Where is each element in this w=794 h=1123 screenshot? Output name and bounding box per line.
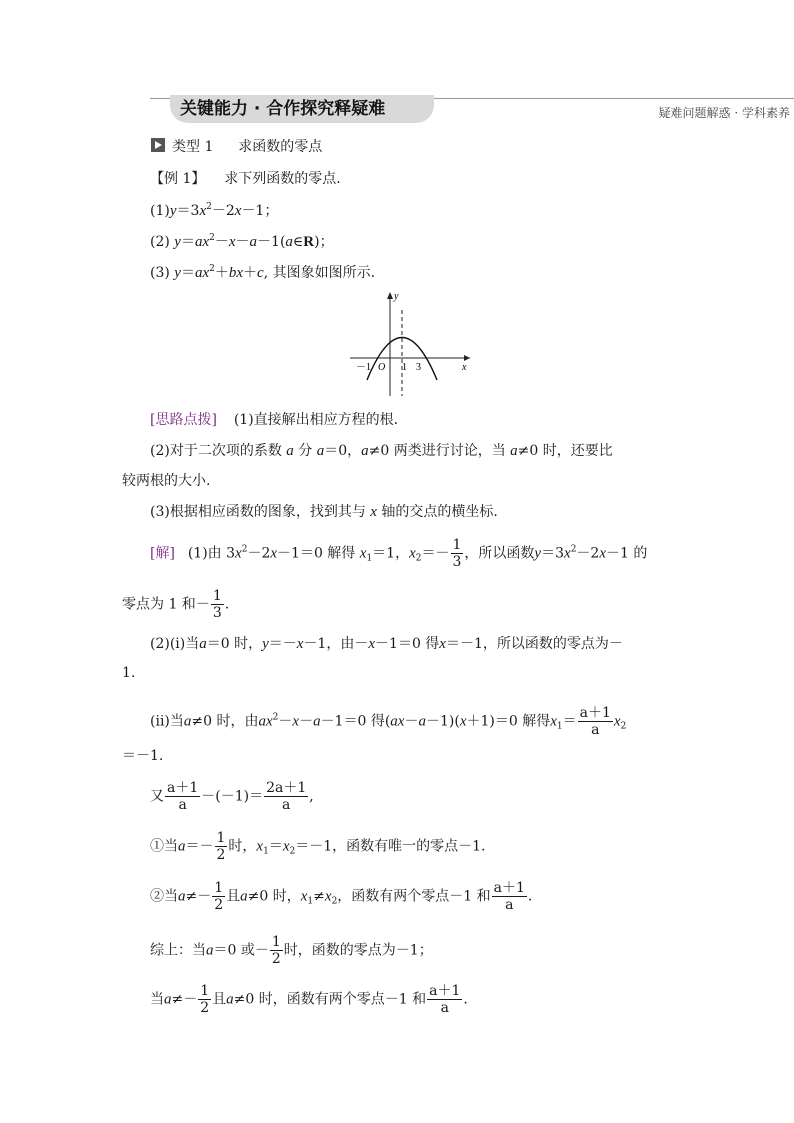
math-var: a [418,713,426,730]
math-var: x [550,713,557,730]
math-text: －1＝0 得 [375,636,440,652]
math-var: x [270,545,278,562]
math-var: a [285,234,293,250]
hint-text: ＝0， [324,443,362,459]
math-sub: 1 [556,721,563,732]
math-text: ＝0 或－ [213,942,269,959]
math-text: ＝ [180,234,195,250]
math-text: ＝ [562,713,577,730]
math-var: x [599,545,607,562]
math-var: x [296,636,304,652]
fraction-a1-over-a [427,983,462,1016]
x-axis-label: x [462,362,467,373]
math-text: ＝－1，函数有唯一的零点－1. [295,838,486,855]
math-exp: 2 [241,544,248,555]
frac-num: 1 [452,537,462,553]
math-exp: 2 [209,264,215,274]
math-var: x [202,265,210,281]
math-var: x [564,545,571,562]
item-number: (2) [150,234,170,250]
math-var: a [249,234,258,250]
math-var: c [257,265,264,281]
math-var: y [174,234,181,250]
math-var: ax [390,713,405,730]
math-text: ∈ [292,234,304,250]
math-var: a [313,713,321,730]
math-sub: 1 [263,846,269,857]
math-var: a [183,713,192,730]
math-text: ＝－ [421,545,450,562]
math-var: a [164,991,172,1008]
math-text: ②当 [150,888,178,905]
fraction-1-2 [270,934,283,967]
example-item-3 [150,262,375,282]
math-text: ＋ [214,265,229,281]
math-exp: 2 [272,712,279,723]
frac-num: a＋1 [167,780,199,796]
math-text: ①当 [150,838,178,855]
math-var: y [262,636,269,652]
math-text: 零点为 1 和－ [122,596,210,613]
math-var: a [361,443,369,459]
math-var: a [199,636,207,652]
fraction-1-2 [212,880,225,913]
math-set: R [303,234,315,250]
math-text: － [404,713,419,730]
math-text: . [527,888,533,905]
item-number: (3) [150,265,170,281]
solution-line-5 [150,705,626,738]
fraction-1-3 [451,537,464,570]
math-text: －1，由－ [303,636,369,652]
math-var: y [534,545,542,562]
math-text: 且 [226,888,241,905]
math-var: x [236,265,244,281]
math-var: b [228,265,237,281]
math-var: x [235,545,242,562]
math-text: 当 [150,991,164,1008]
tick-label: 3 [416,362,421,373]
math-text: . [224,596,230,613]
frac-num: a＋1 [579,705,611,721]
fraction-a1-over-a [492,880,527,913]
math-text: ≠－ [185,888,212,905]
y-axis-arrow [387,292,393,299]
tick-label: 1 [402,362,407,373]
item-number: (1) [150,203,170,219]
math-text: －(－1)＝ [201,788,264,805]
section-title: 关键能力 · 合作探究释疑难 [170,95,434,123]
fraction-a1-over-a [578,705,613,738]
example-item-1 [150,200,278,220]
math-text: ≠0 时，由 [191,713,259,730]
math-var: a [510,443,518,459]
math-var: x [324,888,332,905]
fraction-2a1-over-a [264,780,308,813]
math-text: ＋1)＝0 解得 [466,713,551,730]
solution-line-4: 1. [122,665,136,681]
frac-den: 3 [452,554,462,571]
frac-num: 2a＋1 [266,780,307,796]
math-var: x [282,838,290,855]
frac-den: 2 [214,897,224,914]
math-text: ≠0 时，函数有两个零点－1 和 [233,991,427,1008]
solution-line-7 [150,780,314,813]
frac-num: 1 [271,934,281,950]
frac-den: a [440,1000,449,1017]
type-label: 类型 1 [172,139,214,155]
y-axis-label: y [394,291,399,302]
hint-text: (3)根据相应函数的图象，找到其与 [150,504,366,520]
frac-num: 1 [214,880,224,896]
frac-num: 1 [212,588,222,604]
math-var: x [409,545,416,562]
example-heading [150,168,341,188]
hint-text: (1)直接解出相应方程的根. [233,412,399,428]
math-var: y [174,265,181,281]
parabola-graph [348,290,474,400]
frac-den: a [282,797,291,814]
math-text: － [278,713,293,730]
math-sub: 1 [366,553,373,564]
math-var: x [613,713,621,730]
math-sub: 2 [289,846,296,857]
solution-line-6: ＝－1. [122,748,164,764]
fraction-1-2 [215,830,228,863]
math-var: a [178,838,186,855]
math-var: a [240,888,248,905]
fraction-1-3 [211,588,224,621]
math-text: －1 的 [606,545,648,562]
tick-label: －1 [356,362,371,373]
math-text: 综上：当 [150,942,206,959]
hint-line-2 [150,440,613,460]
summary-line-1 [150,934,433,967]
math-var: x [368,636,376,652]
math-exp: 2 [209,233,215,243]
math-sub: 1 [307,896,314,907]
solution-line-2 [122,588,229,621]
hint-line-3: 较两根的大小. [122,473,211,489]
frac-num: 1 [216,830,226,846]
math-text: 且 [212,991,227,1008]
math-text: , [309,788,314,805]
math-text: ＝－ [185,838,214,855]
frac-den: a [591,722,600,739]
x-axis-arrow [464,355,470,361]
math-var: a [194,265,203,281]
math-text: )； [314,234,334,250]
play-icon [151,138,165,152]
case-2 [150,880,532,913]
math-text: 时，函数的零点为－1； [283,942,433,959]
math-exp: 2 [206,202,212,212]
math-sub: 2 [415,553,422,564]
math-var: a [286,443,294,459]
math-text: . [463,991,468,1008]
math-var: a [194,234,203,250]
math-var: x [439,636,446,652]
frac-num: a＋1 [429,983,461,999]
math-text: －1)( [425,713,460,730]
math-var: x [370,504,377,520]
math-var: ax [258,713,273,730]
math-text: －1( [257,234,286,250]
hint-text: (2)对于二次项的系数 [150,443,282,459]
frac-den: 3 [212,605,222,622]
math-var: x [359,545,367,562]
math-text: ≠0 时， [247,888,301,905]
math-text: ＝0 时， [206,636,263,652]
math-var: x [202,234,210,250]
math-var: a [178,888,186,905]
math-text: ≠ [313,888,325,905]
math-text: －2 [247,545,271,562]
math-text: ＝3 [541,545,565,562]
math-text: ＝1， [372,545,410,562]
hint-line-1 [150,409,398,429]
example-item-2 [150,231,334,251]
math-exp: 2 [570,544,577,555]
frac-den: 2 [271,951,281,968]
math-text: ，函数有两个零点－1 和 [337,888,491,905]
header-right-label: 疑难问题解惑 · 学科素养 [658,106,790,120]
math-text: ≠－ [171,991,198,1008]
math-text: (1)由 3 [187,545,236,562]
math-text: ＝－1，所以函数的零点为－ [445,636,623,652]
math-var: a [316,443,325,459]
type-heading [172,136,322,156]
math-text: ，所以函数 [464,545,535,562]
math-text: ＝3 [176,203,200,219]
math-text: －1＝0 得( [320,713,391,730]
solution-line-3 [150,633,623,653]
hint-text: 轴的交点的横坐标. [381,504,498,520]
math-var: x [256,838,264,855]
math-var: x [300,888,308,905]
math-text: (ⅱ)当 [150,713,184,730]
frac-den: 2 [216,847,226,864]
frac-num: 1 [200,983,210,999]
example-tag: 【例 1】 [150,171,206,187]
frac-den: a [505,897,514,914]
math-var: x [228,234,236,250]
case-1 [150,830,486,863]
math-text: 时， [228,838,257,855]
fraction-a1-over-a [165,780,200,813]
example-prompt: 求下列函数的零点. [224,171,341,187]
math-text: －2 [211,203,235,219]
frac-den: a [178,797,187,814]
math-text: －2 [576,545,600,562]
math-var: x [292,713,300,730]
math-text: , 其图象如图所示. [263,265,376,281]
frac-num: a＋1 [493,880,525,896]
math-var: a [226,991,234,1008]
hint-tag: [思路点拨] [150,412,217,428]
math-var: x [199,203,207,219]
math-text: －1＝0 解得 [277,545,356,562]
fraction-1-2 [198,983,211,1016]
math-text: － [299,713,314,730]
hint-line-4 [150,501,498,521]
hint-text: 分 [298,443,313,459]
hint-text: ≠0 两类进行讨论，当 [368,443,506,459]
math-text: 又 [150,788,164,805]
math-text: ＝－ [268,636,297,652]
math-sub: 2 [331,896,338,907]
math-text: ＝ [180,265,195,281]
hint-text: ≠0 时，还要比 [517,443,613,459]
math-text: ＝ [268,838,283,855]
origin-label: O [378,362,386,373]
math-text: －1； [241,203,279,219]
type-title: 求函数的零点 [238,139,323,155]
frac-den: 2 [200,1000,210,1017]
math-text: － [214,234,229,250]
math-text: ＋ [243,265,258,281]
solution-line-1 [150,537,647,570]
summary-line-2 [150,983,468,1016]
math-text: (2)(ⅰ)当 [150,636,200,652]
math-var: a [206,942,214,959]
math-text: － [235,234,250,250]
math-var: x [459,713,467,730]
math-var: y [169,203,177,219]
math-var: x [234,203,242,219]
math-sub: 2 [620,721,627,732]
solution-tag: [解] [150,545,175,562]
